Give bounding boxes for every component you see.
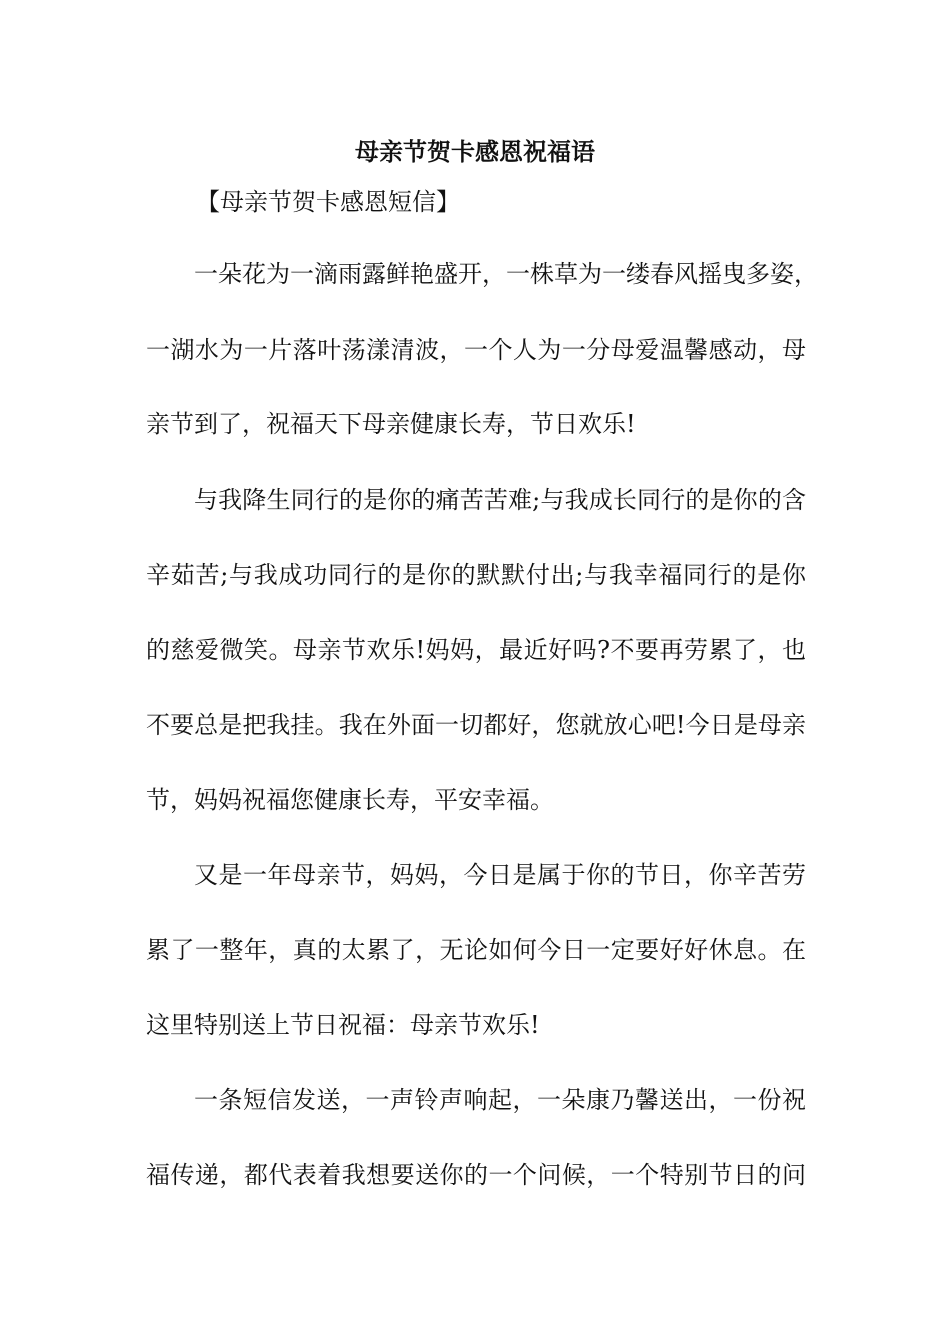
paragraph-line: 与我降生同行的是你的痛苦苦难;与我成长同行的是你的含 [194,486,806,514]
paragraph-line: 一湖水为一片落叶荡漾清波，一个人为一分母爱温馨感动，母 [146,336,806,364]
paragraph-line: 这里特别送上节日祝福：母亲节欢乐! [146,1011,540,1039]
paragraph-line: 节，妈妈祝福您健康长寿，平安幸福。 [146,786,554,814]
paragraph-line: 不要总是把我挂。我在外面一切都好，您就放心吧!今日是母亲 [146,711,806,739]
paragraph-line: 亲节到了，祝福天下母亲健康长寿，节日欢乐! [146,410,636,438]
paragraph-line: 累了一整年，真的太累了，无论如何今日一定要好好休息。在 [146,936,806,964]
document-title: 母亲节贺卡感恩祝福语 [355,137,595,166]
document-subtitle: 【母亲节贺卡感恩短信】 [196,188,460,216]
paragraph-line: 一朵花为一滴雨露鲜艳盛开，一株草为一缕春风摇曳多姿， [194,260,818,288]
paragraph-line: 辛茹苦;与我成功同行的是你的默默付出;与我幸福同行的是你 [146,561,806,589]
paragraph-line: 又是一年母亲节，妈妈，今日是属于你的节日，你辛苦劳 [194,861,806,889]
paragraph-line: 一条短信发送，一声铃声响起，一朵康乃馨送出，一份祝 [194,1086,806,1114]
paragraph-line: 的慈爱微笑。母亲节欢乐!妈妈，最近好吗?不要再劳累了，也 [146,636,806,664]
paragraph-line: 福传递，都代表着我想要送你的一个问候，一个特别节日的问 [146,1161,806,1189]
